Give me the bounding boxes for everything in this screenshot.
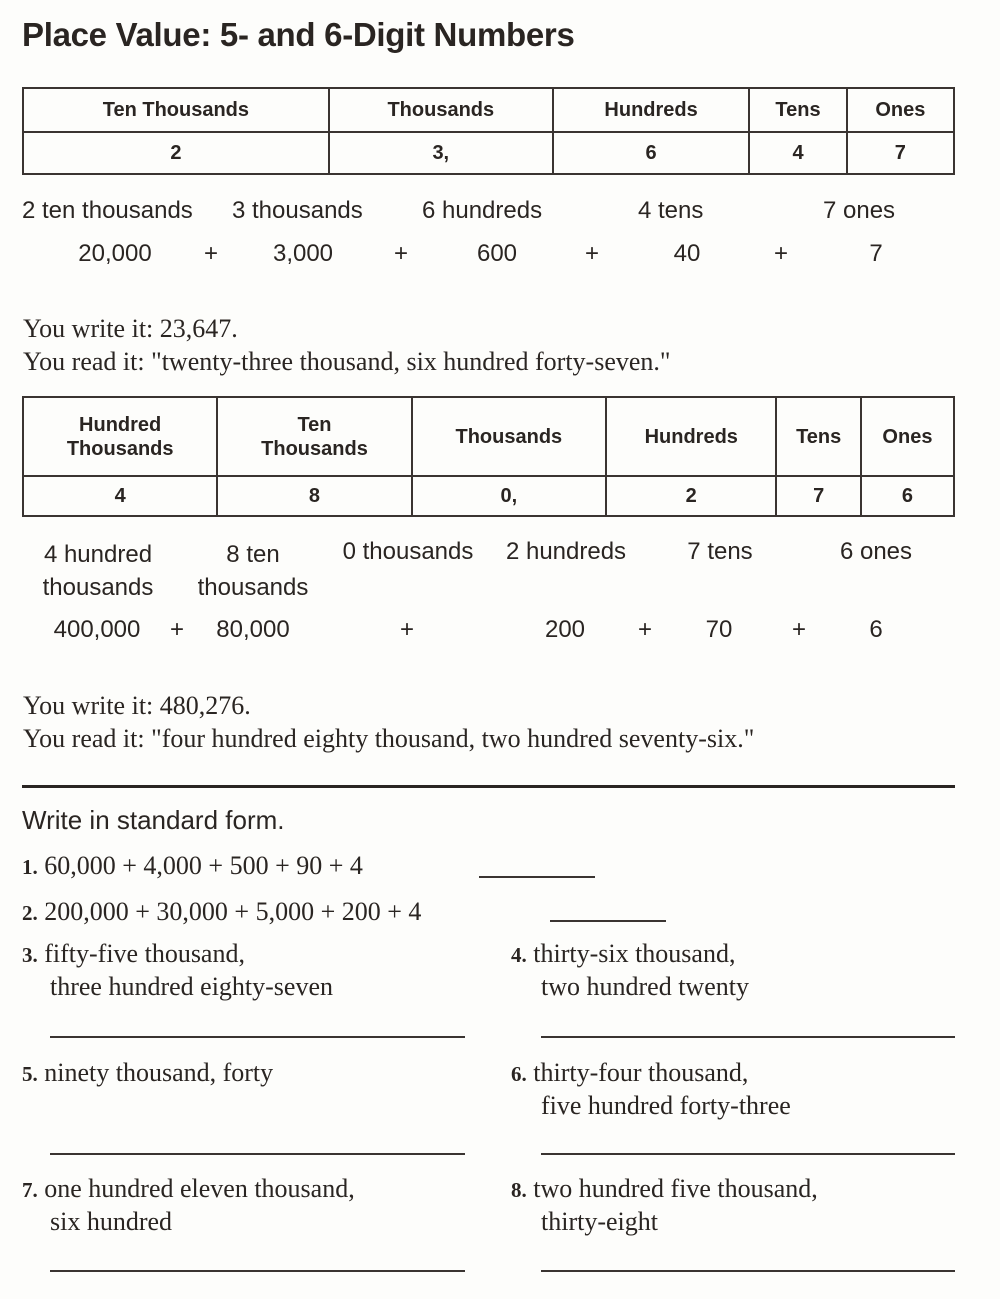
problem-4-line2: two hundred twenty xyxy=(541,972,749,1001)
problem-7-line2: six hundred xyxy=(50,1207,173,1236)
plus-sign: + xyxy=(584,240,600,267)
problem-6-line2: five hundred forty-three xyxy=(541,1091,791,1120)
expanded-value: 70 xyxy=(705,616,733,643)
word-line: 8 ten xyxy=(226,541,280,568)
place-value-table-6-digit xyxy=(22,396,955,517)
table-header-row xyxy=(23,88,954,132)
digit-cell: 2 xyxy=(606,476,777,516)
example-read-2: You read it: "four hundred eighty thousand, two hundred seventy-six." xyxy=(23,724,755,753)
expanded-word: 0 thousands xyxy=(342,538,474,565)
word-line: thousands xyxy=(197,574,309,601)
problem-number: 8. xyxy=(511,1178,527,1202)
problem-4 xyxy=(511,939,735,969)
problem-7 xyxy=(22,1174,355,1204)
answer-line-3[interactable] xyxy=(50,1036,465,1038)
digit-cell: 8 xyxy=(217,476,411,516)
page-title: Place Value: 5- and 6-Digit Numbers xyxy=(22,16,575,53)
section-divider xyxy=(22,785,955,788)
problem-text: two hundred five thousand, xyxy=(533,1174,818,1203)
expanded-word xyxy=(198,538,309,604)
expanded-word xyxy=(43,538,154,604)
problem-text: one hundred eleven thousand, xyxy=(44,1174,355,1203)
header-thousands: Thousands xyxy=(329,88,553,132)
example-write-2: You write it: 480,276. xyxy=(23,691,251,720)
expanded-word: 4 tens xyxy=(638,197,704,224)
problem-1 xyxy=(22,851,363,881)
answer-line-1[interactable] xyxy=(479,876,595,878)
place-value-table-5-digit xyxy=(22,87,955,175)
answer-line-8[interactable] xyxy=(541,1270,955,1272)
problem-text: 200,000 + 30,000 + 5,000 + 200 + 4 xyxy=(44,897,422,926)
header-ones: Ones xyxy=(861,397,954,476)
expanded-word: 3 thousands xyxy=(232,197,363,224)
plus-sign: + xyxy=(169,616,185,643)
header-line: Ten xyxy=(297,413,332,436)
problem-8-line2: thirty-eight xyxy=(541,1207,658,1236)
expanded-value: 40 xyxy=(673,240,701,267)
header-ten-thousands xyxy=(217,397,411,476)
expanded-value: 3,000 xyxy=(272,240,334,267)
digit-cell: 7 xyxy=(776,476,860,516)
answer-line-2[interactable] xyxy=(550,920,666,922)
problem-number: 4. xyxy=(511,943,527,967)
plus-sign: + xyxy=(399,616,415,643)
problem-number: 7. xyxy=(22,1178,38,1202)
problem-number: 1. xyxy=(22,855,38,879)
header-ones: Ones xyxy=(847,88,954,132)
problem-2 xyxy=(22,897,421,927)
header-tens: Tens xyxy=(749,88,846,132)
table-digit-row xyxy=(23,476,954,516)
problem-number: 2. xyxy=(22,901,38,925)
header-tens: Tens xyxy=(776,397,860,476)
plus-sign: + xyxy=(773,240,789,267)
answer-line-6[interactable] xyxy=(541,1153,955,1155)
header-line: Hundred xyxy=(79,413,162,436)
problem-number: 6. xyxy=(511,1062,527,1086)
header-thousands: Thousands xyxy=(412,397,606,476)
header-ten-thousands: Ten Thousands xyxy=(23,88,329,132)
digit-cell: 6 xyxy=(861,476,954,516)
word-line: 4 hundred xyxy=(43,541,153,568)
header-hundred-thousands xyxy=(23,397,217,476)
answer-line-5[interactable] xyxy=(50,1153,465,1155)
plus-sign: + xyxy=(791,616,807,643)
problem-5 xyxy=(22,1058,273,1088)
problem-number: 3. xyxy=(22,943,38,967)
exercise-instruction: Write in standard form. xyxy=(22,805,285,835)
header-hundreds: Hundreds xyxy=(553,88,750,132)
problem-text: thirty-six thousand, xyxy=(533,939,736,968)
digit-cell: 3, xyxy=(329,132,553,174)
expanded-value: 200 xyxy=(544,616,586,643)
expanded-word: 6 hundreds xyxy=(422,197,543,224)
problem-number: 5. xyxy=(22,1062,38,1086)
header-line: Thousands xyxy=(66,437,174,460)
expanded-word: 2 hundreds xyxy=(505,538,627,565)
problem-8 xyxy=(511,1174,818,1204)
expanded-value: 7 xyxy=(869,240,883,267)
problem-text: ninety thousand, forty xyxy=(44,1058,274,1087)
expanded-value: 600 xyxy=(476,240,518,267)
header-hundreds: Hundreds xyxy=(606,397,777,476)
plus-sign: + xyxy=(637,616,653,643)
expanded-value: 400,000 xyxy=(53,616,141,643)
expanded-value: 80,000 xyxy=(216,616,290,643)
digit-cell: 6 xyxy=(553,132,750,174)
plus-sign: + xyxy=(203,240,219,267)
answer-line-4[interactable] xyxy=(541,1036,955,1038)
problem-3-line2: three hundred eighty-seven xyxy=(50,972,334,1001)
table-digit-row xyxy=(23,132,954,174)
example-write-1: You write it: 23,647. xyxy=(23,314,238,343)
digit-cell: 4 xyxy=(23,476,217,516)
digit-cell: 0, xyxy=(412,476,606,516)
expanded-word: 7 tens xyxy=(687,538,753,565)
expanded-word: 7 ones xyxy=(823,197,896,224)
expanded-word: 2 ten thousands xyxy=(22,197,193,224)
example-read-1: You read it: "twenty-three thousand, six hundred forty-seven." xyxy=(23,347,671,376)
digit-cell: 7 xyxy=(847,132,954,174)
problem-text: thirty-four thousand, xyxy=(533,1058,749,1087)
problem-text: 60,000 + 4,000 + 500 + 90 + 4 xyxy=(44,851,363,880)
answer-line-7[interactable] xyxy=(50,1270,465,1272)
problem-6 xyxy=(511,1058,748,1088)
expanded-word: 6 ones xyxy=(839,538,913,565)
header-line: Thousands xyxy=(261,437,368,460)
expanded-value: 6 xyxy=(869,616,883,643)
problem-3 xyxy=(22,939,245,969)
expanded-value: 20,000 xyxy=(78,240,152,267)
table-header-row xyxy=(23,397,954,476)
plus-sign: + xyxy=(393,240,409,267)
problem-text: fifty-five thousand, xyxy=(44,939,245,968)
digit-cell: 2 xyxy=(23,132,329,174)
word-line: thousands xyxy=(42,574,154,601)
digit-cell: 4 xyxy=(749,132,846,174)
